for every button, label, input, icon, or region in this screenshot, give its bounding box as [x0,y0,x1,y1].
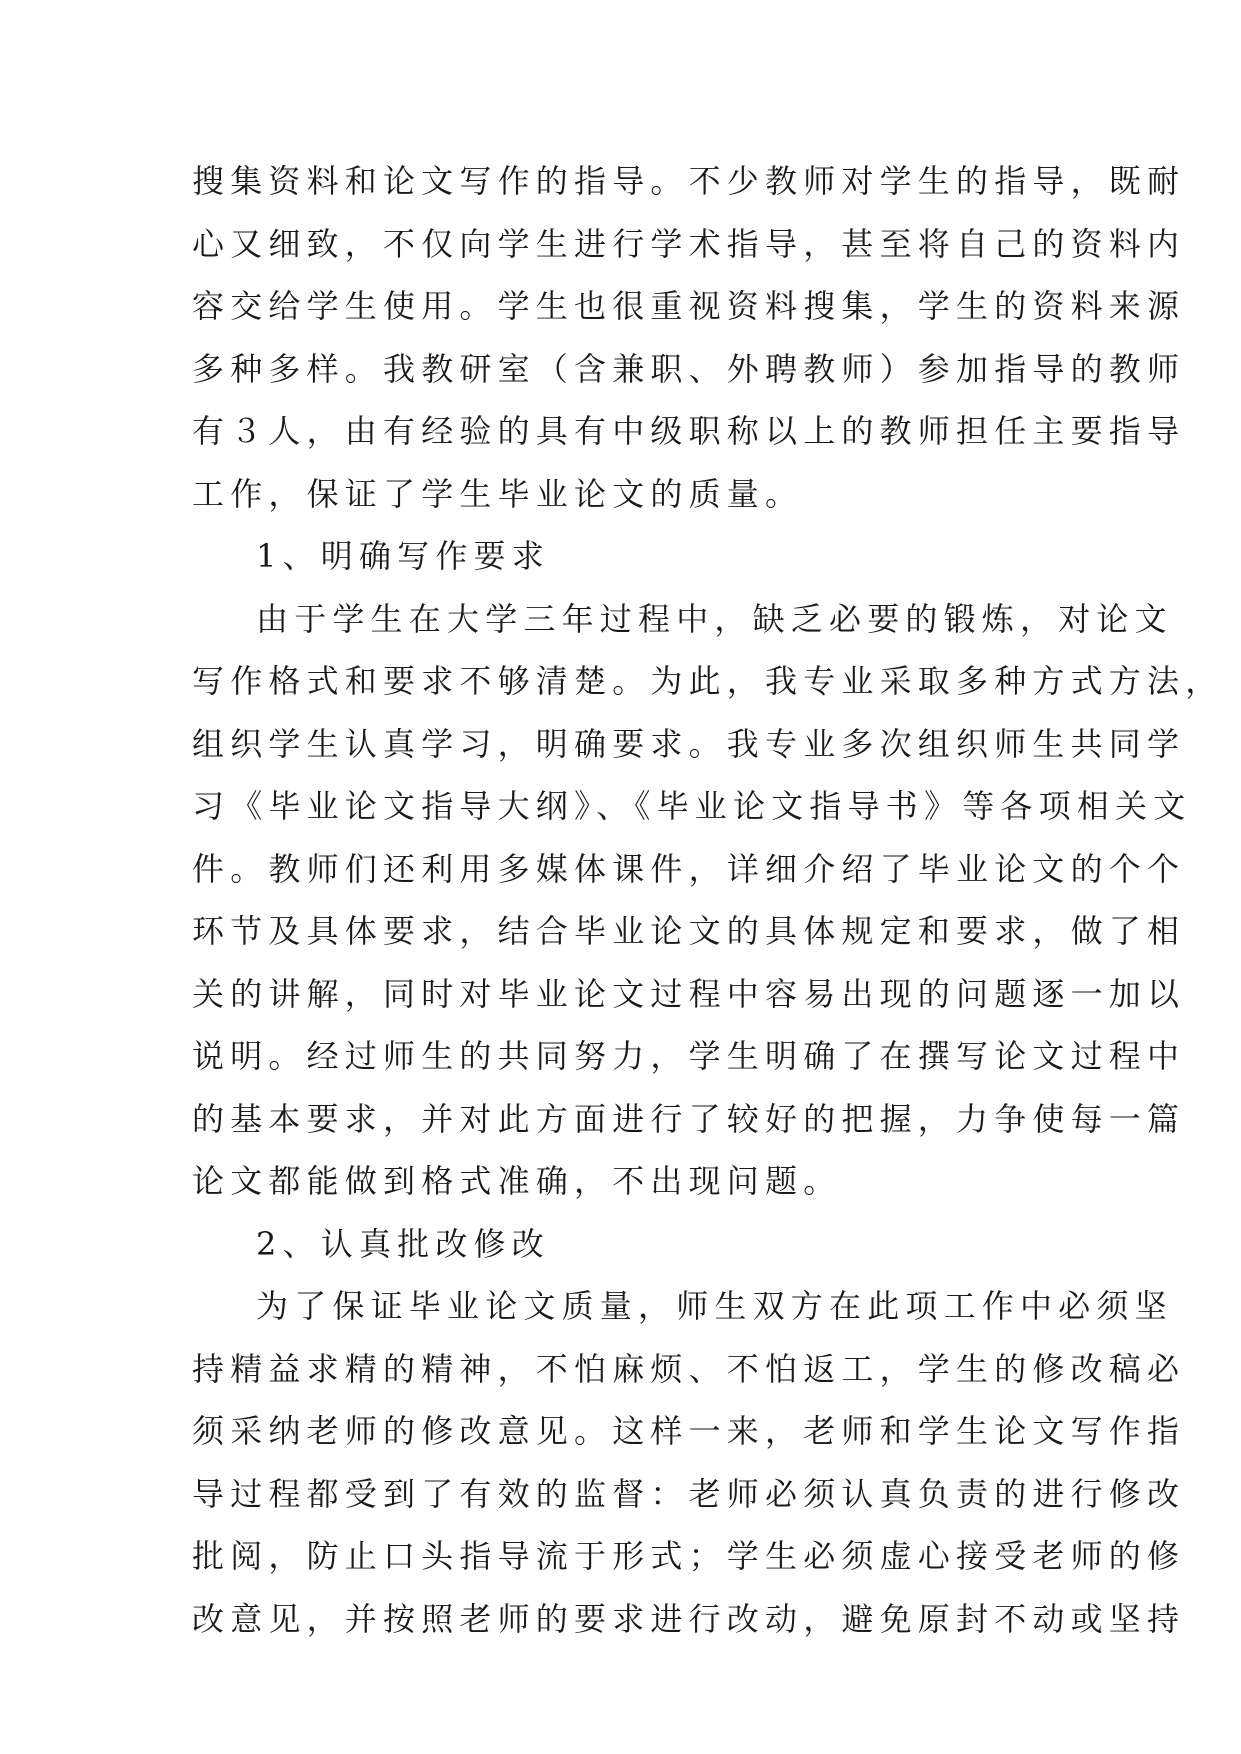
body-line: 改意见，并按照老师的要求进行改动，避免原封不动或坚持 [192,1599,1186,1638]
body-line: 持精益求精的精神，不怕麻烦、不怕返工，学生的修改稿必 [192,1349,1186,1388]
body-line: 的基本要求，并对此方面进行了较好的把握，力争使每一篇 [192,1099,1186,1138]
paragraph-start-line: 由于学生在大学三年过程中，缺乏必要的锻炼，对论文 [256,599,1173,638]
body-line: 组织学生认真学习，明确要求。我专业多次组织师生共同学 [192,724,1186,763]
body-line: 批阅，防止口头指导流于形式；学生必须虚心接受老师的修 [192,1537,1186,1575]
section-heading-2: 2、认真批改修改 [256,1224,550,1263]
body-line: 件。教师们还利用多媒体课件，详细介绍了毕业论文的个个 [192,849,1186,888]
body-line: 说明。经过师生的共同努力，学生明确了在撰写论文过程中 [192,1037,1186,1075]
body-line: 关的讲解，同时对毕业论文过程中容易出现的问题逐一加以 [192,974,1186,1013]
body-line: 环节及具体要求，结合毕业论文的具体规定和要求，做了相 [192,912,1186,950]
body-line: 写作格式和要求不够清楚。为此，我专业采取多种方式方法， [192,662,1224,700]
body-line: 容交给学生使用。学生也很重视资料搜集，学生的资料来源 [192,287,1186,325]
paragraph-start-line: 为了保证毕业论文质量，师生双方在此项工作中必须坚 [256,1287,1173,1325]
body-line: 心又细致，不仅向学生进行学术指导，甚至将自己的资料内 [192,224,1186,263]
section-heading-1: 1、明确写作要求 [256,537,550,575]
document-body [192,150,1224,1650]
body-line: 须采纳老师的修改意见。这样一来，老师和学生论文写作指 [192,1412,1186,1450]
body-line: 有３人，由有经验的具有中级职称以上的教师担任主要指导 [192,412,1186,450]
body-line: 导过程都受到了有效的监督：老师必须认真负责的进行修改 [192,1474,1186,1513]
body-line: 论文都能做到格式准确，不出现问题。 [192,1162,842,1200]
body-line: 多种多样。我教研室（含兼职、外聘教师）参加指导的教师 [192,349,1186,388]
body-line: 搜集资料和论文写作的指导。不少教师对学生的指导，既耐 [192,162,1186,200]
body-line: 工作，保证了学生毕业论文的质量。 [192,474,804,513]
body-line: 习《毕业论文指导大纲》、《毕业论文指导书》等各项相关文 [192,787,1192,825]
